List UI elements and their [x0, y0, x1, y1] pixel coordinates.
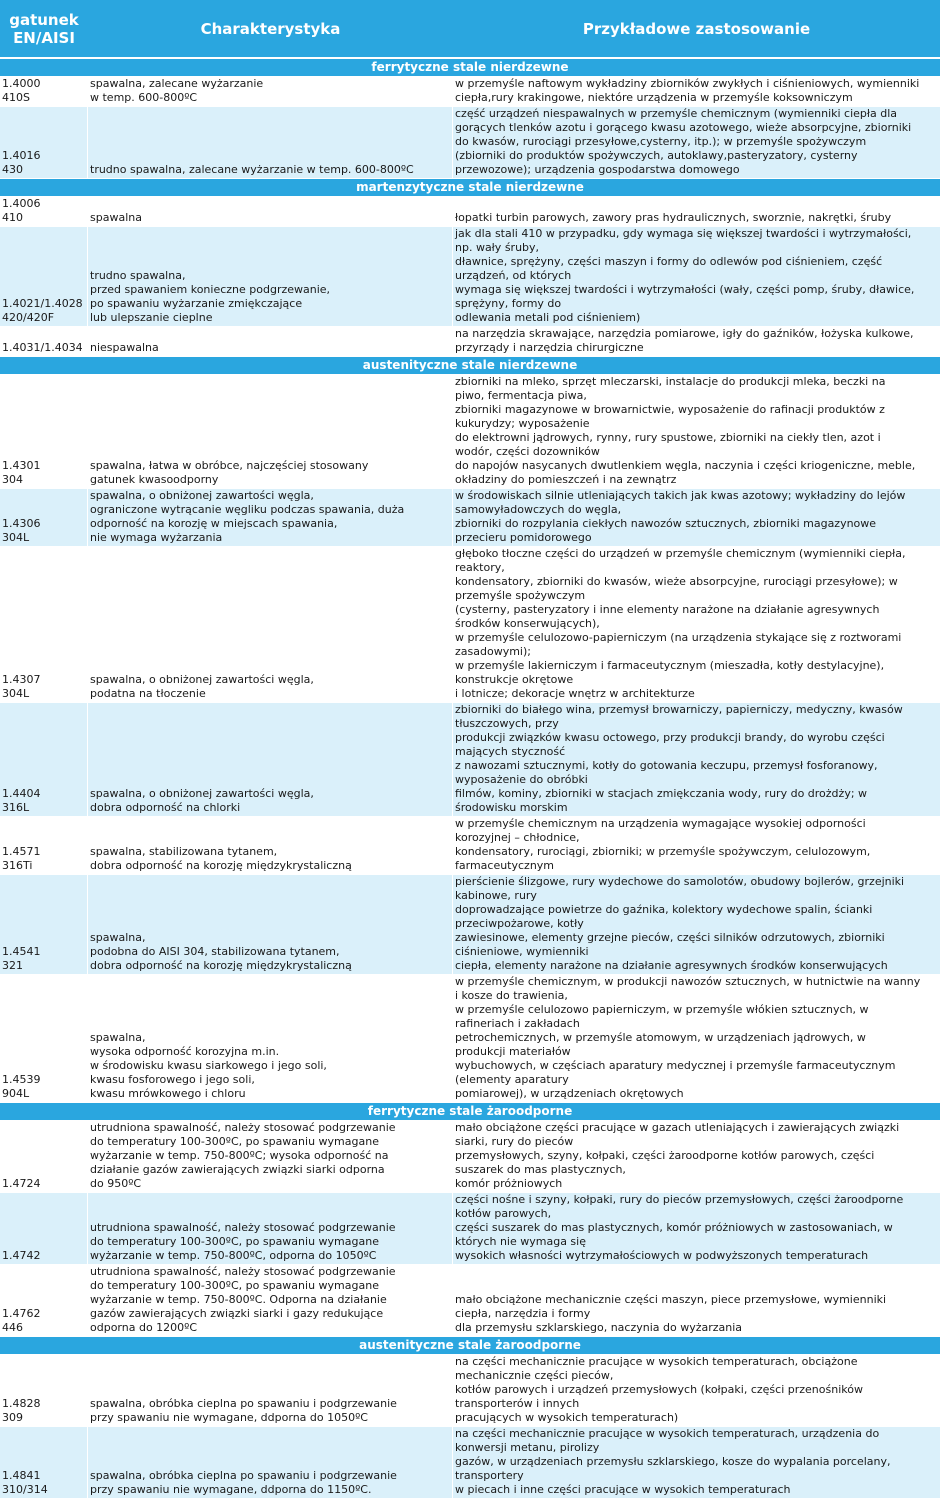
section-header-row: [0, 59, 940, 77]
applications-cell: mało obciążone części pracujące w gazach utleniających i zawierających związki siarki, rury do pieców przemysłowych, szyny, kołpaki, części żaroodporne kotłów parowych, części suszarek do mas plastycznych, komór próżniowych: [453, 1121, 940, 1193]
table-row: [0, 1193, 940, 1265]
characteristics-cell: spawalna, o obniżonej zawartości węgla, podatna na tłoczenie: [88, 547, 453, 703]
table-body: [0, 57, 940, 1499]
table-row: [0, 327, 940, 357]
applications-cell: mało obciążone mechanicznie części maszyn, piece przemysłowe, wymienniki ciepła, narzędzia i formy dla przemysłu szklarskiego, naczynia do wyżarzania: [453, 1265, 940, 1337]
table-row: [0, 489, 940, 547]
table-row: [0, 227, 940, 327]
applications-cell: w środowiskach silnie utleniających takich jak kwas azotowy; wykładziny do lejów samowyładowczych do węgla, zbiorniki do rozpylania ciekłych nawozów sztucznych, zbiorniki magazynowe przecieru pomidorowego: [453, 489, 940, 547]
applications-cell: części nośne i szyny, kołpaki, rury do pieców przemysłowych, części żaroodporne kotłów parowych, części suszarek do mas plastycznych, komór próżniowych w zastosowaniach, w których nie wymaga się wysokich własności wytrzymałościowych w podwyższonych temperaturach: [453, 1193, 940, 1265]
table-row: [0, 107, 940, 179]
applications-cell: na części mechanicznie pracujące w wysokich temperaturach, obciążone mechanicznie części pieców, kotłów parowych i urządzeń przemysłowych (kołpaki, części przenośników transporterów i innych pracujących w wysokich temperaturach): [453, 1355, 940, 1427]
grade-cell: 1.4021/1.4028 420/420F: [0, 227, 88, 327]
table-header: [0, 0, 940, 57]
applications-cell: w przemyśle chemicznym na urządzenia wymagające wysokiej odporności korozyjnej – chłodnice, kondensatory, rurociągi, zbiorniki; w przemyśle spożywczym, celulozowym, farmaceutycznym: [453, 817, 940, 875]
applications-cell: na narzędzia skrawające, narzędzia pomiarowe, igły do gaźników, łożyska kulkowe, przyrządy i narzędzia chirurgiczne: [453, 327, 940, 357]
characteristics-cell: spawalna, obróbka cieplna po spawaniu i podgrzewanie przy spawaniu nie wymagane, ddporna do 1150ºC.: [88, 1427, 453, 1499]
table-row: [0, 1121, 940, 1193]
section-header-row: [0, 1337, 940, 1355]
grade-cell: 1.4762 446: [0, 1265, 88, 1337]
table-row: [0, 77, 940, 107]
section-title: martenzytyczne stale nierdzewne: [0, 179, 940, 197]
applications-cell: głęboko tłoczne części do urządzeń w przemyśle chemicznym (wymienniki ciepła, reaktory, kondensatory, zbiorniki do kwasów, wieże absorpcyjne, rurociągi przesyłowe); w przemyśle spożywczym (cysterny, pasteryzatory i inne elementy narażone na działanie agresywnych środków konserwujących), w przemyśle celulozowo-papierniczym (na urządzenia stykające się z roztworami zasadowymi); w przemyśle lakierniczym i farmaceutycznym (mieszadła, kotły destylacyjne), konstrukcje okrętowe i lotnicze; dekoracje wnętrz w architekturze: [453, 547, 940, 703]
table-row: [0, 975, 940, 1103]
characteristics-cell: spawalna, o obniżonej zawartości węgla, ograniczone wytrącanie węgliku podczas spawania, duża odporność na korozję w miejscach spawania, nie wymaga wyżarzania: [88, 489, 453, 547]
characteristics-cell: spawalna, wysoka odporność korozyjna m.in. w środowisku kwasu siarkowego i jego soli, kwasu fosforowego i jego soli, kwasu mrówkowego i chloru: [88, 975, 453, 1103]
table-row: [0, 1265, 940, 1337]
grade-cell: 1.4828 309: [0, 1355, 88, 1427]
characteristics-cell: spawalna, podobna do AISI 304, stabilizowana tytanem, dobra odporność na korozję międzykrystaliczną: [88, 875, 453, 975]
characteristics-cell: spawalna, łatwa w obróbce, najczęściej stosowany gatunek kwasoodporny: [88, 375, 453, 489]
grade-cell: 1.4031/1.4034: [0, 327, 88, 357]
grade-cell: 1.4841 310/314: [0, 1427, 88, 1499]
applications-cell: pierścienie ślizgowe, rury wydechowe do samolotów, obudowy bojlerów, grzejniki kabinowe, rury doprowadzające powietrze do gaźnika, kolektory wydechowe spalin, ścianki przeciwpożarowe, kotły zawiesinowe, elementy grzejne pieców, części silników odrzutowych, zbiorniki ciśnieniowe, wymienniki ciepła, elementy narażone na działanie agresywnych środków konserwujących: [453, 875, 940, 975]
characteristics-cell: spawalna, obróbka cieplna po spawaniu i podgrzewanie przy spawaniu nie wymagane, ddporna do 1050ºC: [88, 1355, 453, 1427]
section-header-row: [0, 179, 940, 197]
table-row: [0, 703, 940, 817]
grade-cell: 1.4539 904L: [0, 975, 88, 1103]
section-title: austenityczne stale nierdzewne: [0, 357, 940, 375]
applications-cell: zbiorniki do białego wina, przemysł browarniczy, papierniczy, medyczny, kwasów tłuszczowych, przy produkcji związków kwasu octowego, przy produkcji brandy, do wyrobu części mających styczność z nawozami sztucznymi, kotły do gotowania keczupu, przemysł fosforanowy, wyposażenie do obróbki filmów, kominy, zbiorniki w stacjach zmiękczania wody, rury do drożdży; w środowisku morskim: [453, 703, 940, 817]
header-applications: Przykładowe zastosowanie: [453, 0, 940, 57]
characteristics-cell: niespawalna: [88, 327, 453, 357]
applications-cell: łopatki turbin parowych, zawory pras hydraulicznych, sworznie, nakrętki, śruby: [453, 197, 940, 227]
characteristics-cell: spawalna: [88, 197, 453, 227]
table-row: [0, 197, 940, 227]
grade-cell: 1.4006 410: [0, 197, 88, 227]
characteristics-cell: utrudniona spawalność, należy stosować podgrzewanie do temperatury 100-300ºC, po spawaniu wymagane wyżarzanie w temp. 750-800ºC, odporna do 1050ºC: [88, 1193, 453, 1265]
characteristics-cell: spawalna, o obniżonej zawartości węgla, dobra odporność na chlorki: [88, 703, 453, 817]
characteristics-cell: utrudniona spawalność, należy stosować podgrzewanie do temperatury 100-300ºC, po spawaniu wymagane wyżarzanie w temp. 750-800ºC; wysoka odporność na działanie gazów zawierających związki siarki odporna do 950ºC: [88, 1121, 453, 1193]
table-row: [0, 1427, 940, 1499]
grade-cell: 1.4571 316Ti: [0, 817, 88, 875]
applications-cell: część urządzeń niespawalnych w przemyśle chemicznym (wymienniki ciepła dla gorących tlenków azotu i gorącego kwasu azotowego, wieże absorpcyjne, zbiorniki do kwasów, rurociągi przesyłowe,cysterny, itp.); w przemyśle spożywczym (zbiorniki do produktów spożywczych, autoklawy,pasteryzatory, cysterny przewozowe); urządzenia gospodarstwa domowego: [453, 107, 940, 179]
section-header-row: [0, 357, 940, 375]
header-grade: gatunek EN/AISI: [0, 0, 88, 57]
section-header-row: [0, 1103, 940, 1121]
table-row: [0, 375, 940, 489]
characteristics-cell: trudno spawalna, zalecane wyżarzanie w temp. 600-800ºC: [88, 107, 453, 179]
characteristics-cell: utrudniona spawalność, należy stosować podgrzewanie do temperatury 100-300ºC, po spawaniu wymagane wyżarzanie w temp. 750-800ºC. Odporna na działanie gazów zawierających związki siarki i gazy redukujące odporna do 1200ºC: [88, 1265, 453, 1337]
grade-cell: 1.4307 304L: [0, 547, 88, 703]
grade-cell: 1.4000 410S: [0, 77, 88, 107]
grade-cell: 1.4306 304L: [0, 489, 88, 547]
grade-cell: 1.4016 430: [0, 107, 88, 179]
grade-cell: 1.4742: [0, 1193, 88, 1265]
characteristics-cell: spawalna, zalecane wyżarzanie w temp. 600-800ºC: [88, 77, 453, 107]
applications-cell: w przemyśle chemicznym, w produkcji nawozów sztucznych, w hutnictwie na wanny i kosze do trawienia, w przemyśle celulozowo papierniczym, w przemyśle włókien sztucznych, w rafineriach i zakładach petrochemicznych, w przemyśle atomowym, w urządzeniach jądrowych, w produkcji materiałów wybuchowych, w częściach aparatury medycznej i przemyśle farmaceutycznym (elementy aparatury pomiarowej), w urządzeniach okrętowych: [453, 975, 940, 1103]
applications-cell: na części mechanicznie pracujące w wysokich temperaturach, urządzenia do konwersji metanu, pirolizy gazów, w urządzeniach przemysłu szklarskiego, kosze do wypalania porcelany, transportery w piecach i inne części pracujące w wysokich temperaturach: [453, 1427, 940, 1499]
applications-cell: zbiorniki na mleko, sprzęt mleczarski, instalacje do produkcji mleka, beczki na piwo, fermentacja piwa, zbiorniki magazynowe w browarnictwie, wyposażenie do rafinacji produktów z kukurydzy; wyposażenie do elektrowni jądrowych, rynny, rury spustowe, zbiorniki na ciekły tlen, azot i wodór, części dozowników do napojów nasycanych dwutlenkiem węgla, naczynia i części kriogeniczne, meble, okładziny do pomieszczeń i na zewnątrz: [453, 375, 940, 489]
section-title: austenityczne stale żaroodporne: [0, 1337, 940, 1355]
table-row: [0, 547, 940, 703]
header-characteristics: Charakterystyka: [88, 0, 453, 57]
section-title: ferrytyczne stale żaroodporne: [0, 1103, 940, 1121]
grade-cell: 1.4301 304: [0, 375, 88, 489]
characteristics-cell: trudno spawalna, przed spawaniem konieczne podgrzewanie, po spawaniu wyżarzanie zmiękczające lub ulepszanie cieplne: [88, 227, 453, 327]
applications-cell: w przemyśle naftowym wykładziny zbiorników zwykłych i ciśnieniowych, wymienniki ciepła,rury krakingowe, niektóre urządzenia w przemyśle koksowniczym: [453, 77, 940, 107]
table-row: [0, 1355, 940, 1427]
grade-cell: 1.4724: [0, 1121, 88, 1193]
grade-cell: 1.4404 316L: [0, 703, 88, 817]
characteristics-cell: spawalna, stabilizowana tytanem, dobra odporność na korozję międzykrystaliczną: [88, 817, 453, 875]
table-row: [0, 817, 940, 875]
section-title: ferrytyczne stale nierdzewne: [0, 59, 940, 77]
applications-cell: jak dla stali 410 w przypadku, gdy wymaga się większej twardości i wytrzymałości, np. wały śruby, dławnice, sprężyny, części maszyn i formy do odlewów pod ciśnieniem, część urządzeń, od których wymaga się większej twardości i wytrzymałości (wały, części pomp, śruby, dławice, sprężyny, formy do odlewania metali pod ciśnieniem): [453, 227, 940, 327]
grade-cell: 1.4541 321: [0, 875, 88, 975]
table-row: [0, 875, 940, 975]
